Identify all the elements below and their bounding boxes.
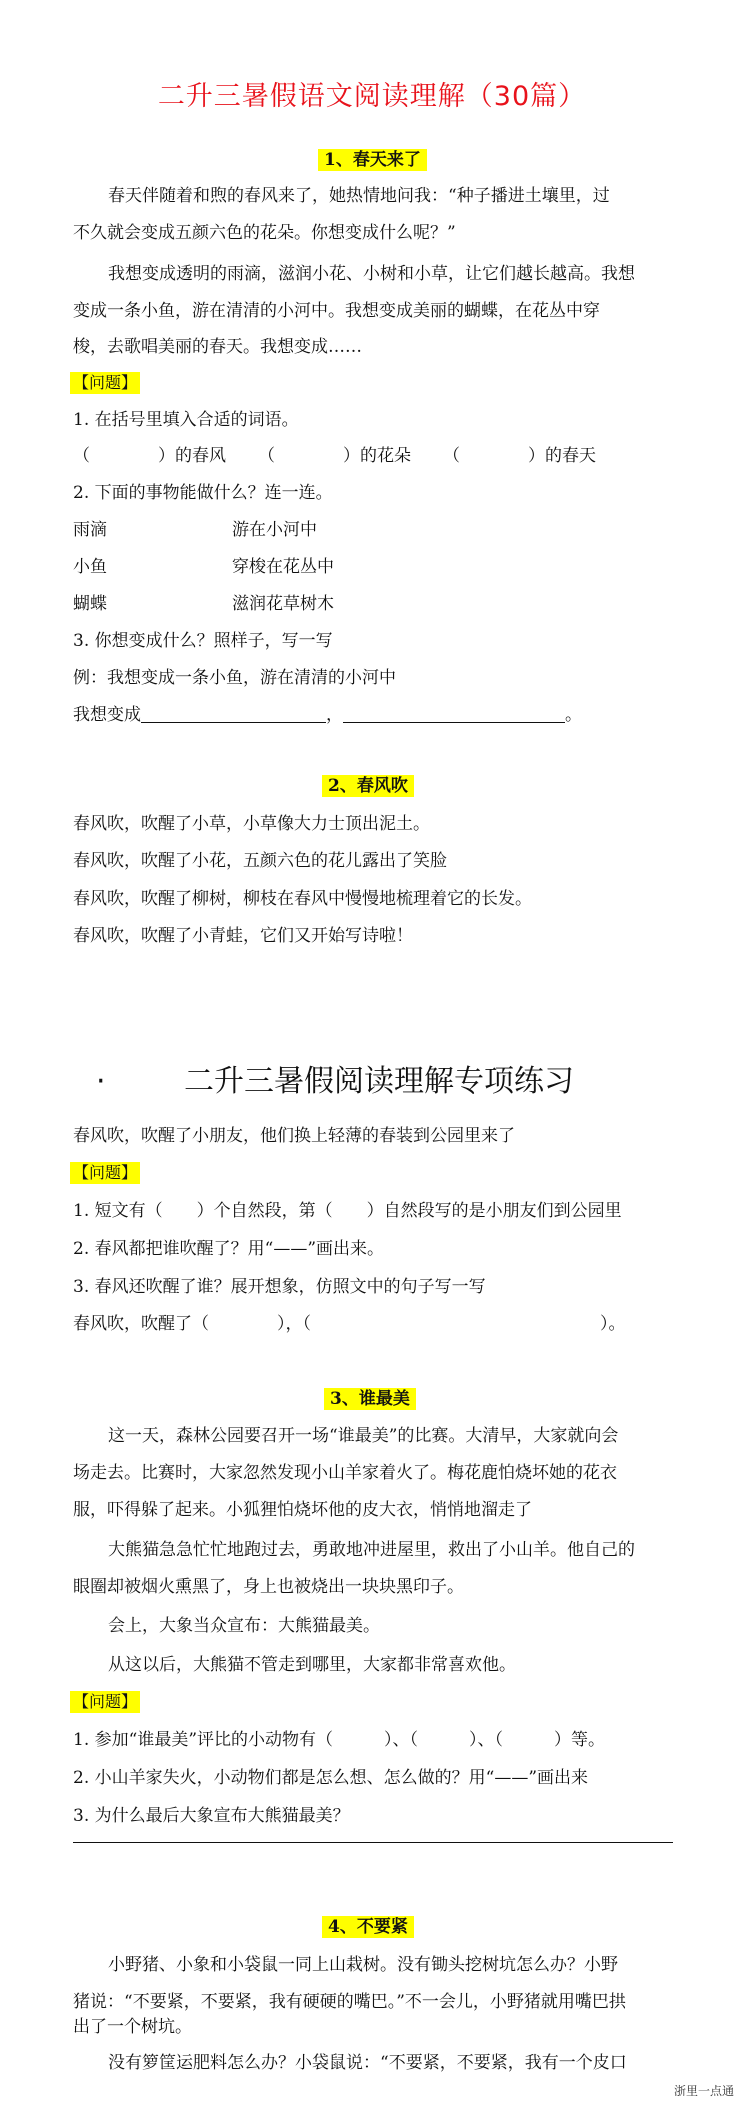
- match-left-item: 小鱼: [73, 557, 107, 577]
- match-right-item: 穿梭在花丛中: [232, 557, 334, 577]
- match-left-item: 蝴蝶: [73, 594, 107, 614]
- s4-paragraph-2: 没有箩筐运肥料怎么办？小袋鼠说：“不要紧，不要紧，我有一个皮口: [108, 2053, 627, 2073]
- subtitle-text: 二升三暑假阅读理解专项练习: [184, 1064, 574, 1099]
- s3-paragraph-2a: 大熊猫急急忙忙地跑过去，勇敢地冲进屋里，救出了小山羊。他自己的: [108, 1540, 635, 1560]
- s3-question-label: 【问题】: [70, 1691, 140, 1713]
- s3-question-3: 3. 为什么最后大象宣布大熊猫最美？: [73, 1806, 350, 1826]
- page-subtitle: [96, 1064, 574, 1100]
- s1-paragraph-2b: 变成一条小鱼，游在清清的小河中。我想变成美丽的蝴蝶，在花丛中穿: [73, 301, 600, 321]
- match-left-item: 雨滴: [73, 520, 107, 540]
- section-4-heading: 4、不要紧: [322, 1916, 414, 1938]
- s3-paragraph-4: 从这以后，大熊猫不管走到哪里，大家都非常喜欢他。: [108, 1655, 516, 1675]
- answer-end: 。: [565, 705, 582, 725]
- s4-paragraph-1c: 出了一个树坑。: [73, 2017, 192, 2037]
- s1-paragraph-2a: 我想变成透明的雨滴，滋润小花、小树和小草，让它们越长越高。我想: [108, 264, 635, 284]
- s1-question-1: 1. 在括号里填入合适的词语。: [73, 410, 299, 430]
- s2-question-1: 1. 短文有（ ）个自然段，第（ ）自然段写的是小朋友们到公园里: [73, 1201, 622, 1221]
- s2-question-3: 3. 春风还吹醒了谁？展开想象，仿照文中的句子写一写: [73, 1277, 486, 1297]
- answer-blank-2: [343, 708, 565, 723]
- s1-q1-blank-c: （ ）的春天: [443, 446, 596, 466]
- s1-q1-blank-a: （ ）的春风: [73, 446, 226, 466]
- section-3-heading: 3、谁最美: [324, 1388, 416, 1410]
- s1-paragraph-2c: 梭，去歌唱美丽的春天。我想变成……: [73, 337, 362, 357]
- match-right-item: 游在小河中: [232, 520, 317, 540]
- s3-paragraph-1b: 场走去。比赛时，大家忽然发现小山羊家着火了。梅花鹿怕烧坏她的花衣: [73, 1463, 617, 1483]
- s4-paragraph-1b: 猪说：“不要紧，不要紧，我有硬硬的嘴巴。”不一会儿，小野猪就用嘴巴拱: [73, 1992, 626, 2012]
- s3-question-1: 1. 参加“谁最美”评比的小动物有（ ）、（ ）、（ ）等。: [73, 1730, 606, 1750]
- s4-paragraph-1a: 小野猪、小象和小袋鼠一同上山栽树。没有锄头挖树坑怎么办？小野: [108, 1955, 618, 1975]
- match-right-item: 滋润花草树木: [232, 594, 334, 614]
- s2-question-2: 2. 春风都把谁吹醒了？用“——”画出来。: [73, 1239, 385, 1259]
- answer-comma: ，: [326, 705, 343, 725]
- s2-line-1: 春风吹，吹醒了小草，小草像大力士顶出泥土。: [73, 814, 430, 834]
- page-title: 二升三暑假语文阅读理解（30篇）: [157, 81, 587, 112]
- s2-line-4: 春风吹，吹醒了小青蛙，它们又开始写诗啦！: [73, 926, 413, 946]
- s1-example: 例：我想变成一条小鱼，游在清清的小河中: [73, 668, 396, 688]
- s3-paragraph-1c: 服，吓得躲了起来。小狐狸怕烧坏他的皮大衣，悄悄地溜走了: [73, 1500, 532, 1520]
- answer-blank-1: [141, 708, 326, 723]
- s2-q3-blank: 春风吹，吹醒了（ ），（ ）。: [73, 1314, 626, 1334]
- s1-q1-blank-b: （ ）的花朵: [258, 446, 411, 466]
- section-2-heading: 2、春风吹: [322, 775, 414, 797]
- s1-question-3: 3. 你想变成什么？照样子，写一写: [73, 631, 333, 651]
- s1-paragraph-1a: 春天伴随着和煦的春风来了，她热情地问我：“种子播进土壤里，过: [108, 186, 610, 206]
- s2-question-label: 【问题】: [70, 1162, 140, 1184]
- s2-line-5: 春风吹，吹醒了小朋友，他们换上轻薄的春装到公园里来了: [73, 1126, 515, 1146]
- s3-paragraph-3: 会上，大象当众宣布：大熊猫最美。: [108, 1616, 380, 1636]
- s1-question-2: 2. 下面的事物能做什么？连一连。: [73, 483, 333, 503]
- s3-question-2: 2. 小山羊家失火，小动物们都是怎么想、怎么做的？用“——”画出来: [73, 1768, 589, 1788]
- s3-paragraph-1a: 这一天，森林公园要召开一场“谁最美”的比赛。大清早，大家就向会: [108, 1426, 619, 1446]
- section-1-heading: 1、春天来了: [318, 149, 427, 171]
- s3-paragraph-2b: 眼圈却被烟火熏黑了，身上也被烧出一块块黑印子。: [73, 1577, 464, 1597]
- s2-line-2: 春风吹，吹醒了小花，五颜六色的花儿露出了笑脸: [73, 851, 447, 871]
- footer-watermark: 浙里一点通: [673, 2084, 734, 2098]
- s2-line-3: 春风吹，吹醒了柳树，柳枝在春风中慢慢地梳理着它的长发。: [73, 889, 532, 909]
- s1-paragraph-1b: 不久就会变成五颜六色的花朵。你想变成什么呢？”: [73, 223, 456, 243]
- s3-answer-rule: [73, 1842, 673, 1843]
- s1-question-label: 【问题】: [70, 372, 140, 394]
- s1-answer-line: [73, 704, 582, 726]
- subtitle-dot: ·: [96, 1064, 106, 1099]
- answer-prefix: 我想变成: [73, 705, 141, 725]
